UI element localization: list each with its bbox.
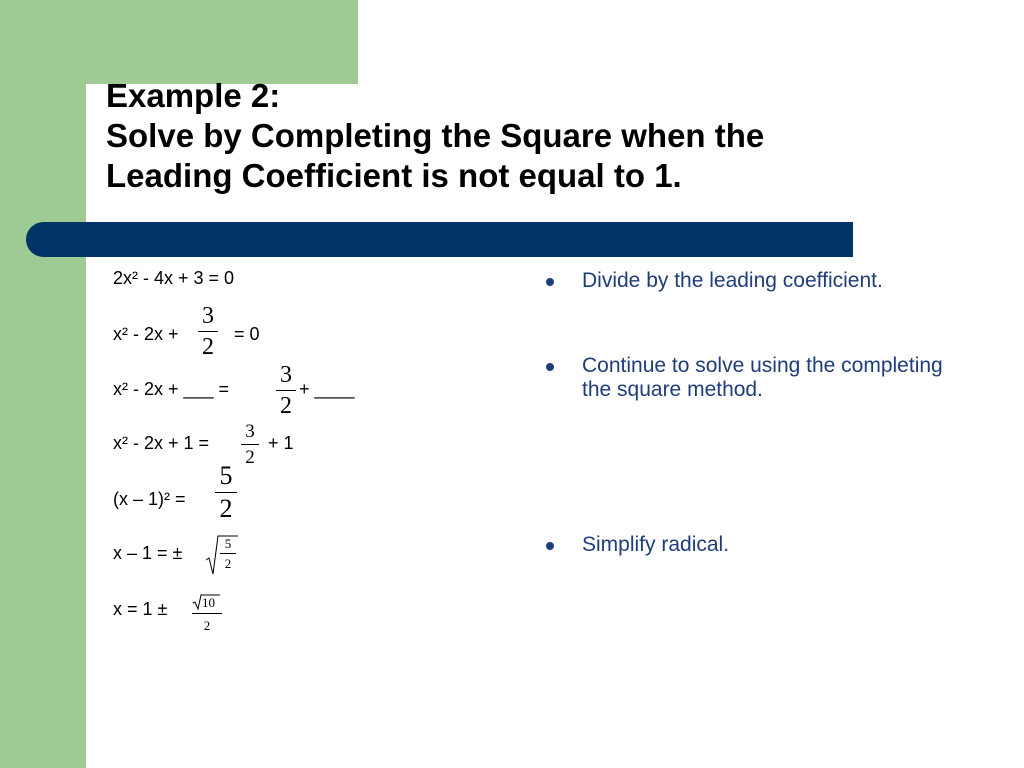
fraction-5-over-2: 5 2 [215, 462, 237, 523]
step-7-left: x = 1 ± [113, 599, 168, 619]
fraction-3-over-2: 3 2 [276, 362, 296, 419]
step-4-right: + 1 [268, 433, 294, 453]
bullet-dot-icon [546, 542, 554, 550]
title-divider-bar [26, 222, 853, 257]
slide-title [106, 76, 764, 196]
fraction-bar [192, 613, 222, 614]
left-accent-bar [0, 0, 86, 768]
step-3-right: + ____ [299, 379, 355, 399]
title-line-3: Leading Coefficient is not equal to 1. [106, 157, 682, 194]
bullet-dot-icon [546, 363, 554, 371]
bullet-text: Continue to solve using the completing the square method. [582, 354, 943, 401]
title-line-2: Solve by Completing the Square when the [106, 117, 765, 154]
fraction-3-over-2: 3 2 [241, 421, 259, 468]
bullet-text: Divide by the leading coefficient. [582, 269, 883, 292]
step-4-left: x² - 2x + 1 = [113, 433, 210, 453]
top-accent-block [0, 0, 358, 84]
bullet-text: Simplify radical. [582, 533, 730, 556]
radicand-fraction: 5 2 [220, 536, 236, 571]
square-root-5-over-2 [205, 534, 239, 576]
fraction-3-over-2: 3 2 [198, 303, 218, 360]
step-3-left: x² - 2x + ___ = [113, 379, 230, 399]
bullet-dot-icon [546, 278, 554, 286]
denominator-2: 2 [203, 618, 211, 633]
step-6-left: x – 1 = ± [113, 543, 183, 563]
radicand-10: 10 [202, 595, 215, 610]
result-fraction [190, 592, 224, 636]
step-5-left: (x – 1)² = [113, 489, 186, 509]
step-2-right: = 0 [234, 324, 260, 344]
step-1: 2x² - 4x + 3 = 0 [113, 268, 235, 288]
step-2-left: x² - 2x + [113, 324, 179, 344]
title-line-1: Example 2: [106, 77, 281, 114]
